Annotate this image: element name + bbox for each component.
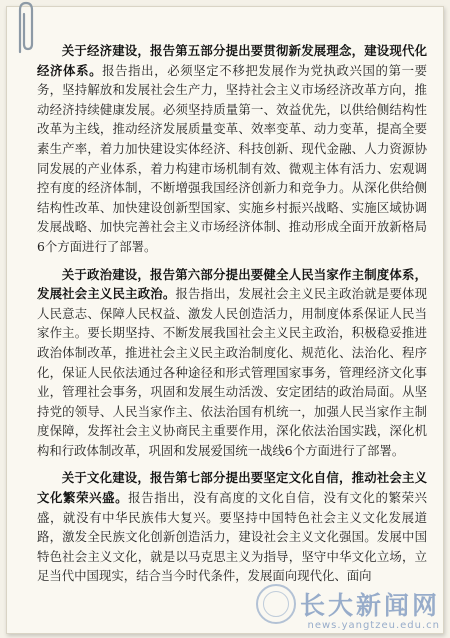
- document-page: [6, 6, 444, 634]
- paragraph-heading: 关于政治建设，报告第六部分提出要健全人民当家作主制度体系，发展社会主义民主政治。: [37, 266, 427, 302]
- paragraph-heading: 关于文化建设，报告第七部分提出要坚定文化自信，推动社会主义文化繁荣兴盛。: [37, 470, 427, 506]
- paragraph-culture: [37, 468, 427, 586]
- watermark-title: 长大新闻网: [299, 591, 440, 620]
- paragraph-politics: [37, 265, 427, 461]
- site-watermark: [256, 584, 440, 632]
- paragraph-text: 报告指出，发展社会主义民主政治就是要体现人民意志、保障人民权益、激发人民创造活力，用制度体系保证人民当家作主。要长期坚持、不断发展我国社会主义民主政治，积极稳妥推进政治体制改革，推进社会主义民主政治制度化、规范化、法治化、程序化，保证人民依法通过各种途径和形式管理国家事务，管理经济文化事业，管理社会事务，巩固和发展生动活泼、安定团结的政治局面。从坚持党的领导、人民当家作主、依法治国有机统一，加强人民当家作主制度保障，发挥社会主义协商民主重要作用，深化依法治国实践，深化机构和行政体制改革，巩固和发展爱国统一战线6个方面进行了部署。: [37, 286, 428, 458]
- paragraph-economy: [37, 41, 427, 257]
- article-body: [37, 41, 427, 594]
- paragraph-heading: 关于经济建设，报告第五部分提出要贯彻新发展理念，建设现代化经济体系。: [37, 43, 427, 78]
- paragraph-text: 报告指出，没有高度的文化自信，没有文化的繁荣兴盛，就没有中华民族伟大复兴。要坚持中国特色社会主义文化发展道路，激发全民族文化创新创造活力，建设社会主义文化强国。发展中国特色社会主义文化，就是以马克思主义为指导，坚守中华文化立场，立足当代中国现实，结合当今时代条件，发展面向现代化、面向: [37, 490, 428, 584]
- paragraph-text: 报告指出，必须坚定不移把发展作为党执政兴国的第一要务，坚持解放和发展社会生产力，坚持社会主义市场经济改革方向，推动经济持续健康发展。必须坚持质量第一、效益优先，以供给侧结构性改革为主线，推动经济发展质量变革、效率变革、动力变革，提高全要素生产率，着力加快建设实体经济、科技创新、现代金融、人力资源协同发展的产业体系，着力构建市场机制有效、微观主体有活力、宏观调控有度的经济体制，不断增强我国经济创新力和竞争力。从深化供给侧结构性改革、加快建设创新型国家、实施乡村振兴战略、实施区域协调发展战略、加快完善社会主义市场经济体制、推动形成全面开放新格局6个方面进行了部署。: [37, 62, 428, 254]
- university-seal-icon: [256, 584, 296, 624]
- watermark-url: news.yangtzeu.edu.cn: [307, 620, 440, 631]
- paperclip-icon: [8, 0, 40, 58]
